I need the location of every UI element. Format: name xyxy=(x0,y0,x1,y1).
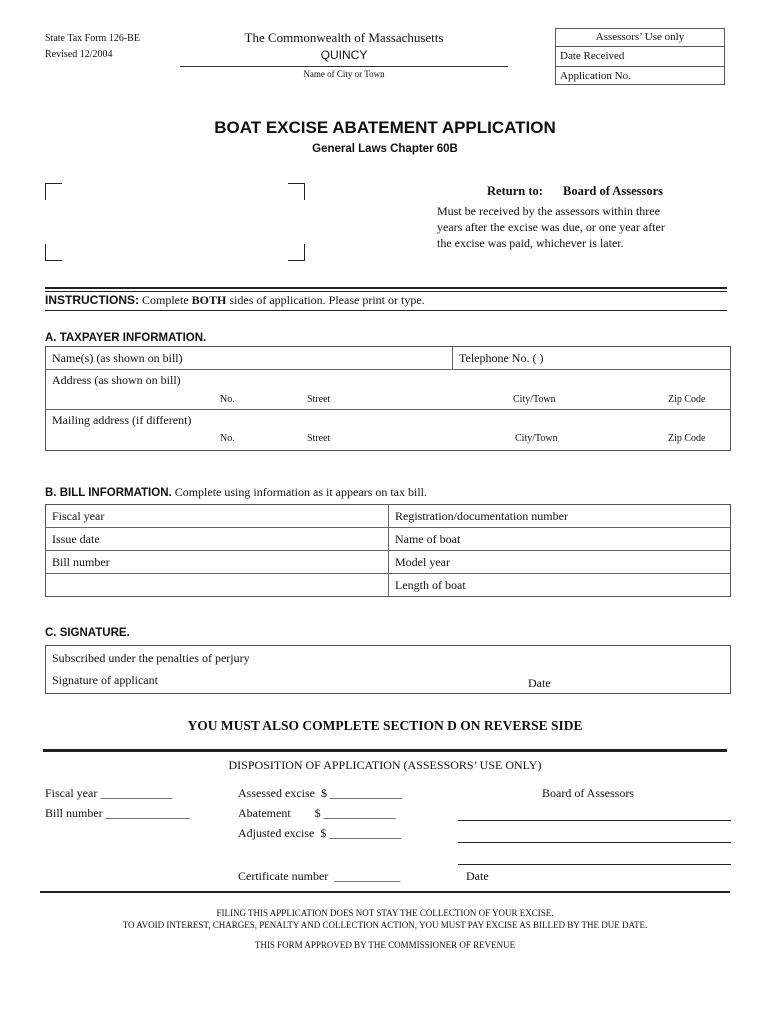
section-b-header xyxy=(45,485,427,500)
return-to-label: Return to: xyxy=(487,184,543,198)
name-of-boat-field[interactable]: Name of boat xyxy=(395,532,461,546)
assessors-use-title: Assessors’ Use only xyxy=(556,29,724,47)
instructions-rule-top2 xyxy=(45,291,727,292)
assessor-signature-line[interactable] xyxy=(458,820,731,821)
mailing-zip-caption: Zip Code xyxy=(668,433,706,444)
disposition-bill-number[interactable]: Bill number ______________ xyxy=(45,806,190,820)
address-field[interactable]: Address (as shown on bill) xyxy=(52,373,181,387)
fiscal-year-field[interactable]: Fiscal year xyxy=(52,509,105,523)
bill-number-field[interactable]: Bill number xyxy=(52,555,110,569)
mailing-no-caption: No. xyxy=(220,433,235,444)
section-c-heading: C. SIGNATURE. xyxy=(45,627,130,639)
return-to-line2: years after the excise was due, or one year after xyxy=(437,220,665,234)
revised-date: Revised 12/2004 xyxy=(45,49,113,60)
instructions-both: BOTH xyxy=(191,293,227,307)
disposition-certificate-number[interactable]: Certificate number ___________ xyxy=(238,869,401,883)
page-title: BOAT EXCISE ABATEMENT APPLICATION xyxy=(214,118,556,137)
window-corner-br xyxy=(288,244,305,261)
issue-date-field[interactable]: Issue date xyxy=(52,532,100,546)
board-of-assessors-label: Board of Assessors xyxy=(542,786,634,800)
length-of-boat-field[interactable]: Length of boat xyxy=(395,578,466,592)
perjury-statement: Subscribed under the penalties of perjury xyxy=(52,651,250,665)
window-corner-bl xyxy=(45,244,62,261)
signature-field[interactable]: Signature of applicant xyxy=(52,673,158,687)
section-a-heading: A. TAXPAYER INFORMATION. xyxy=(45,332,207,344)
application-no-field[interactable]: Application No. xyxy=(560,70,631,82)
assessor-signature-line[interactable] xyxy=(458,864,731,865)
registration-field[interactable]: Registration/documentation number xyxy=(395,509,568,523)
instructions-text-a: Complete xyxy=(142,293,189,307)
disposition-heading: DISPOSITION OF APPLICATION (ASSESSORS’ USE ONLY) xyxy=(228,758,542,772)
instructions-rule-bottom xyxy=(45,310,727,311)
return-to-line3: the excise was paid, whichever is later. xyxy=(437,236,624,250)
instructions-label: INSTRUCTIONS: xyxy=(45,293,139,307)
window-corner-tl xyxy=(45,183,62,200)
instructions-text-b: sides of application. Please print or type. xyxy=(229,293,425,307)
address-zip-caption: Zip Code xyxy=(668,394,706,405)
footer-rule xyxy=(40,891,730,893)
address-city-caption: City/Town xyxy=(513,394,556,405)
disposition-abatement[interactable]: Abatement $ ____________ xyxy=(238,806,396,820)
instructions-rule-top xyxy=(45,287,727,289)
address-street-caption: Street xyxy=(307,394,331,405)
mailing-address-field[interactable]: Mailing address (if different) xyxy=(52,413,192,427)
form-id: State Tax Form 126-BE xyxy=(45,33,140,44)
address-no-caption: No. xyxy=(220,394,235,405)
return-to-line1: Must be received by the assessors within three xyxy=(437,204,660,218)
disposition-rule xyxy=(43,749,727,752)
assessors-use-box xyxy=(555,28,725,85)
date-received-field[interactable]: Date Received xyxy=(556,47,724,67)
row-divider xyxy=(45,369,731,370)
disposition-fiscal-year[interactable]: Fiscal year ____________ xyxy=(45,786,173,800)
footer-line3: THIS FORM APPROVED BY THE COMMISSIONER OF REVENUE xyxy=(254,940,516,950)
names-field[interactable]: Name(s) (as shown on bill) xyxy=(52,351,183,365)
instructions xyxy=(45,293,425,308)
section-b-heading: B. BILL INFORMATION. xyxy=(45,487,172,499)
commonwealth-title: The Commonwealth of Massachusetts xyxy=(244,30,444,45)
window-corner-tr xyxy=(288,183,305,200)
disposition-date-label[interactable]: Date xyxy=(466,869,489,883)
telephone-field[interactable]: Telephone No. ( ) xyxy=(459,351,544,365)
section-b-note: Complete using information as it appears on tax bill. xyxy=(174,485,427,499)
return-to-recipient: Board of Assessors xyxy=(563,184,664,198)
model-year-field[interactable]: Model year xyxy=(395,555,450,569)
mailing-city-caption: City/Town xyxy=(515,433,558,444)
mailing-street-caption: Street xyxy=(307,433,331,444)
disposition-assessed-excise[interactable]: Assessed excise $ ____________ xyxy=(238,786,402,800)
reverse-side-notice: YOU MUST ALSO COMPLETE SECTION D ON REVERSE SIDE xyxy=(187,718,583,733)
signature-date-field[interactable]: Date xyxy=(528,676,551,690)
row-divider xyxy=(45,409,731,410)
city-underline xyxy=(180,66,508,67)
disposition-adjusted-excise[interactable]: Adjusted excise $ ____________ xyxy=(238,826,402,840)
footer-line2: TO AVOID INTEREST, CHARGES, PENALTY AND COLLECTION ACTION, YOU MUST PAY EXCISE AS BILLED BY THE DUE DATE. xyxy=(122,920,648,930)
assessor-signature-line[interactable] xyxy=(458,842,731,843)
page-subtitle: General Laws Chapter 60B xyxy=(312,143,458,155)
footer-line1: FILING THIS APPLICATION DOES NOT STAY THE COLLECTION OF YOUR EXCISE. xyxy=(216,908,554,918)
city-caption: Name of City or Town xyxy=(303,69,385,79)
city-name[interactable]: QUINCY xyxy=(320,48,368,62)
